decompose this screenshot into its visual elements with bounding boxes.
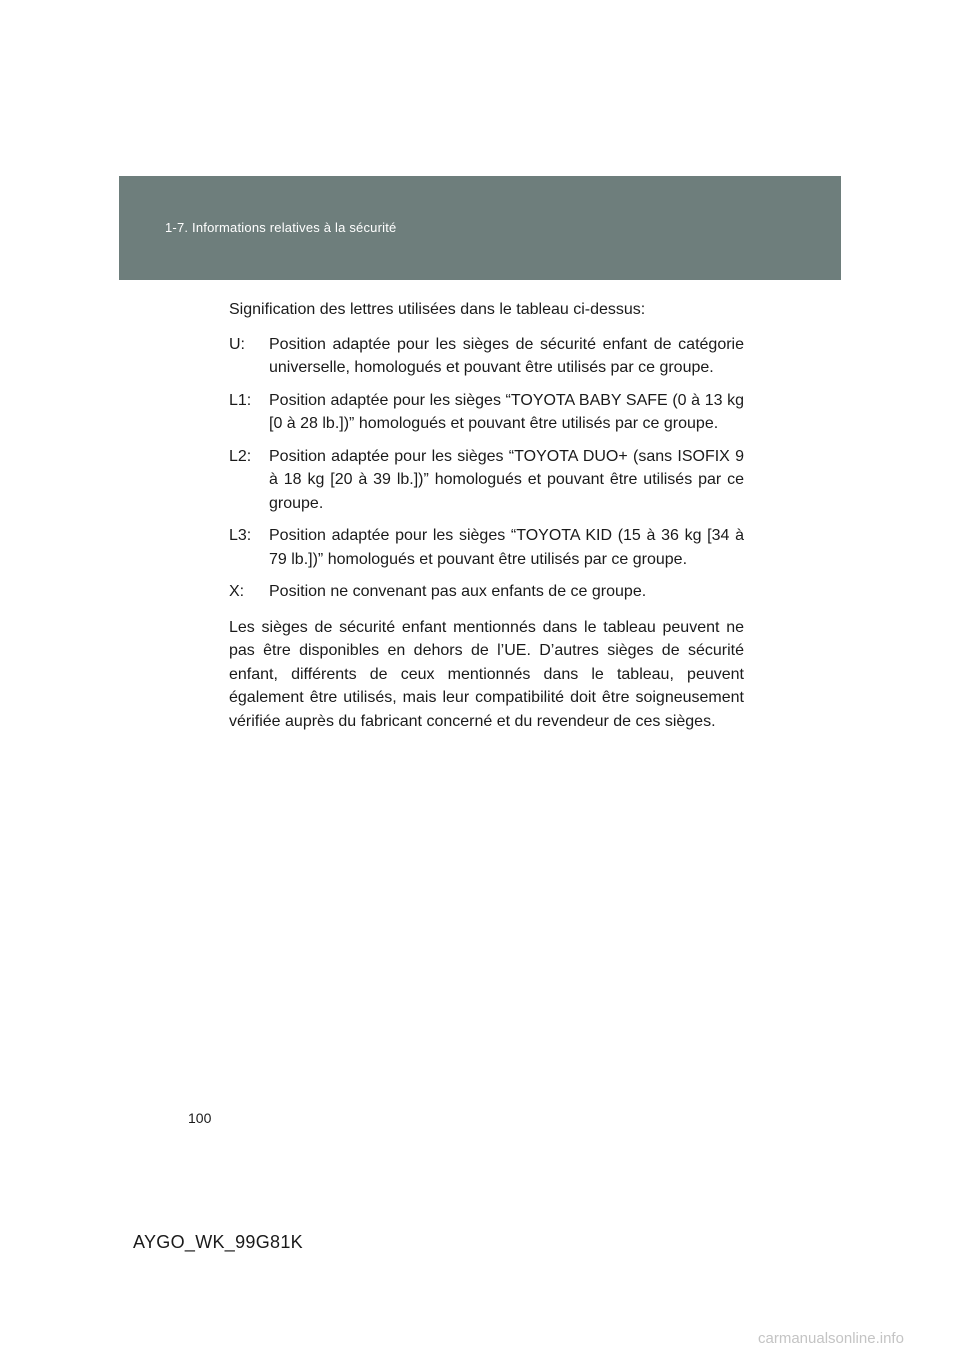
- definition-list: [229, 333, 744, 604]
- definition-item: [229, 333, 744, 380]
- definition-text: Position adaptée pour les sièges “TOYOTA KID (15 à 36 kg [34 à 79 lb.])” homologués et pouvant être utilisés par ce groupe.: [269, 527, 744, 568]
- definition-item: [229, 445, 744, 516]
- section-title: 1-7. Informations relatives à la sécurité: [165, 220, 397, 235]
- watermark: carmanualsonline.info: [758, 1330, 904, 1347]
- definition-key: L2:: [229, 447, 252, 465]
- definition-text: Position adaptée pour les sièges “TOYOTA DUO+ (sans ISOFIX 9 à 18 kg [20 à 39 lb.])” homologués et pouvant être utilisés par ce groupe.: [269, 447, 744, 512]
- definition-item: [229, 524, 744, 571]
- definition-key: U:: [229, 335, 245, 353]
- definition-key: L1:: [229, 391, 252, 409]
- definition-key: L3:: [229, 527, 252, 544]
- document-code: AYGO_WK_99G81K: [133, 1232, 303, 1252]
- section-header-band: [119, 176, 841, 280]
- page-number: 100: [188, 1110, 212, 1126]
- definition-key: X:: [229, 583, 245, 600]
- definition-text: Position ne convenant pas aux enfants de ce groupe.: [269, 583, 647, 600]
- intro-paragraph: Signification des lettres utilisées dans le tableau ci-dessus:: [229, 301, 646, 318]
- definition-text: Position adaptée pour les sièges de sécurité enfant de catégorie universelle, homologués et pouvant être utilisés par ce groupe.: [269, 335, 744, 376]
- definition-item: [229, 580, 744, 604]
- compatibility-note: Les sièges de sécurité enfant mentionnés dans le tableau peuvent ne pas être disponibles en dehors de l’UE. D’autres sièges de sécurité enfant, différents de ceux mentionnés dans le tableau, peuvent également être utilisés, mais leur compatibilité doit être soigneusement vérifiée auprès du fabricant concerné et du revendeur de ces sièges.: [229, 618, 744, 730]
- page-content: [229, 298, 744, 733]
- definition-text: Position adaptée pour les sièges “TOYOTA BABY SAFE (0 à 13 kg [0 à 28 lb.])” homologués et pouvant être utilisés par ce groupe.: [269, 391, 744, 432]
- definition-item: [229, 389, 744, 436]
